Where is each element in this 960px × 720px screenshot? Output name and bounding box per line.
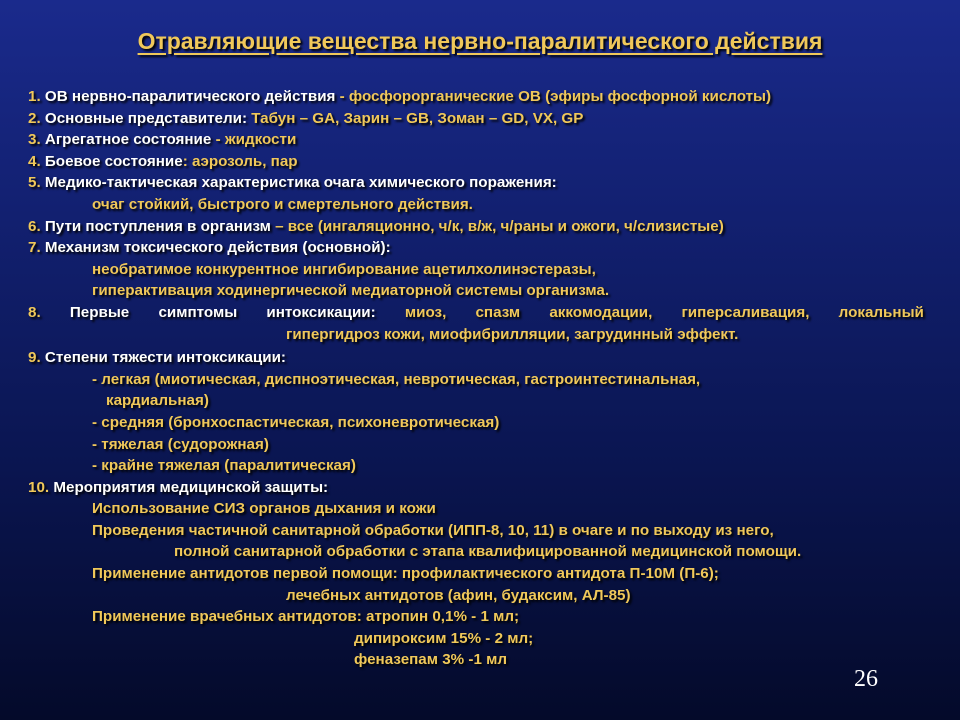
- item-10-siz: Использование СИЗ органов дыхания и кожи: [92, 500, 436, 518]
- item-6: 6. Пути поступления в организм – все (ингаляционно, ч/к, в/ж, ч/раны и ожоги, ч/слизистые): [28, 217, 724, 235]
- slide-body: [28, 86, 950, 671]
- slide-title: Отравляющие вещества нервно-паралитического действия: [137, 28, 823, 54]
- item-9-mild: - легкая (миотическая, диспноэтическая, невротическая, гастроинтестинальная,: [92, 370, 701, 388]
- item-1: 1. ОВ нервно-паралитического действия - фосфорорганические ОВ (эфиры фосфорной кислоты): [28, 88, 772, 105]
- item-10-medical-antidotes: Применение врачебных антидотов: атропин 0,1% - 1 мл;: [92, 608, 520, 626]
- item-10: 10. Мероприятия медицинской защиты:: [28, 478, 329, 496]
- item-3: 3. Агрегатное состояние - жидкости: [28, 131, 297, 149]
- item-9-mild-cont: кардиальная): [106, 392, 209, 410]
- item-5-sub: очаг стойкий, быстрого и смертельного действия.: [92, 195, 473, 213]
- item-10-sanitation: Проведения частичной санитарной обработки (ИПП-8, 10, 11) в очаге и по выходу из него,: [92, 521, 774, 539]
- item-7: 7. Механизм токсического действия (основной):: [28, 239, 391, 257]
- item-9: 9. Степени тяжести интоксикации:: [28, 349, 286, 367]
- item-9-severe: - тяжелая (судорожная): [92, 435, 269, 453]
- item-10-first-aid-antidotes: Применение антидотов первой помощи: профилактического антидота П-10М (П-6);: [92, 565, 719, 583]
- item-8: 8. Первые симптомы интоксикации: миоз, спазм аккомодации, гиперсаливация, локальный: [28, 303, 924, 321]
- page-number: 26: [854, 666, 878, 692]
- item-8-line-2: гипергидроз кожи, миофибрилляции, загрудинный эффект.: [286, 325, 739, 343]
- item-5: 5. Медико-тактическая характеристика очага химического поражения:: [28, 174, 557, 192]
- item-4: 4. Боевое состояние: аэрозоль, пар: [28, 152, 298, 170]
- item-2: 2. Основные представители: Табун – GA, Зарин – GB, Зоман – GD, VX, GP: [28, 109, 584, 127]
- item-7-sub-1: необратимое конкурентное ингибирование ацетилхолинэстеразы,: [92, 260, 596, 278]
- item-10-treatment-antidotes: лечебных антидотов (афин, будаксим, АЛ-85): [286, 586, 631, 604]
- item-9-moderate: - средняя (бронхоспастическая, психоневротическая): [92, 413, 500, 431]
- item-10-phenazepam: феназепам 3% -1 мл: [354, 651, 507, 669]
- item-7-sub-2: гиперактивация ходинергической медиаторной системы организма.: [92, 282, 610, 300]
- item-10-dipiroxim: дипироксим 15% - 2 мл;: [354, 629, 534, 647]
- item-9-extreme: - крайне тяжелая (паралитическая): [92, 457, 356, 475]
- item-10-sanitation-cont: полной санитарной обработки с этапа квалифицированной медицинской помощи.: [174, 543, 802, 561]
